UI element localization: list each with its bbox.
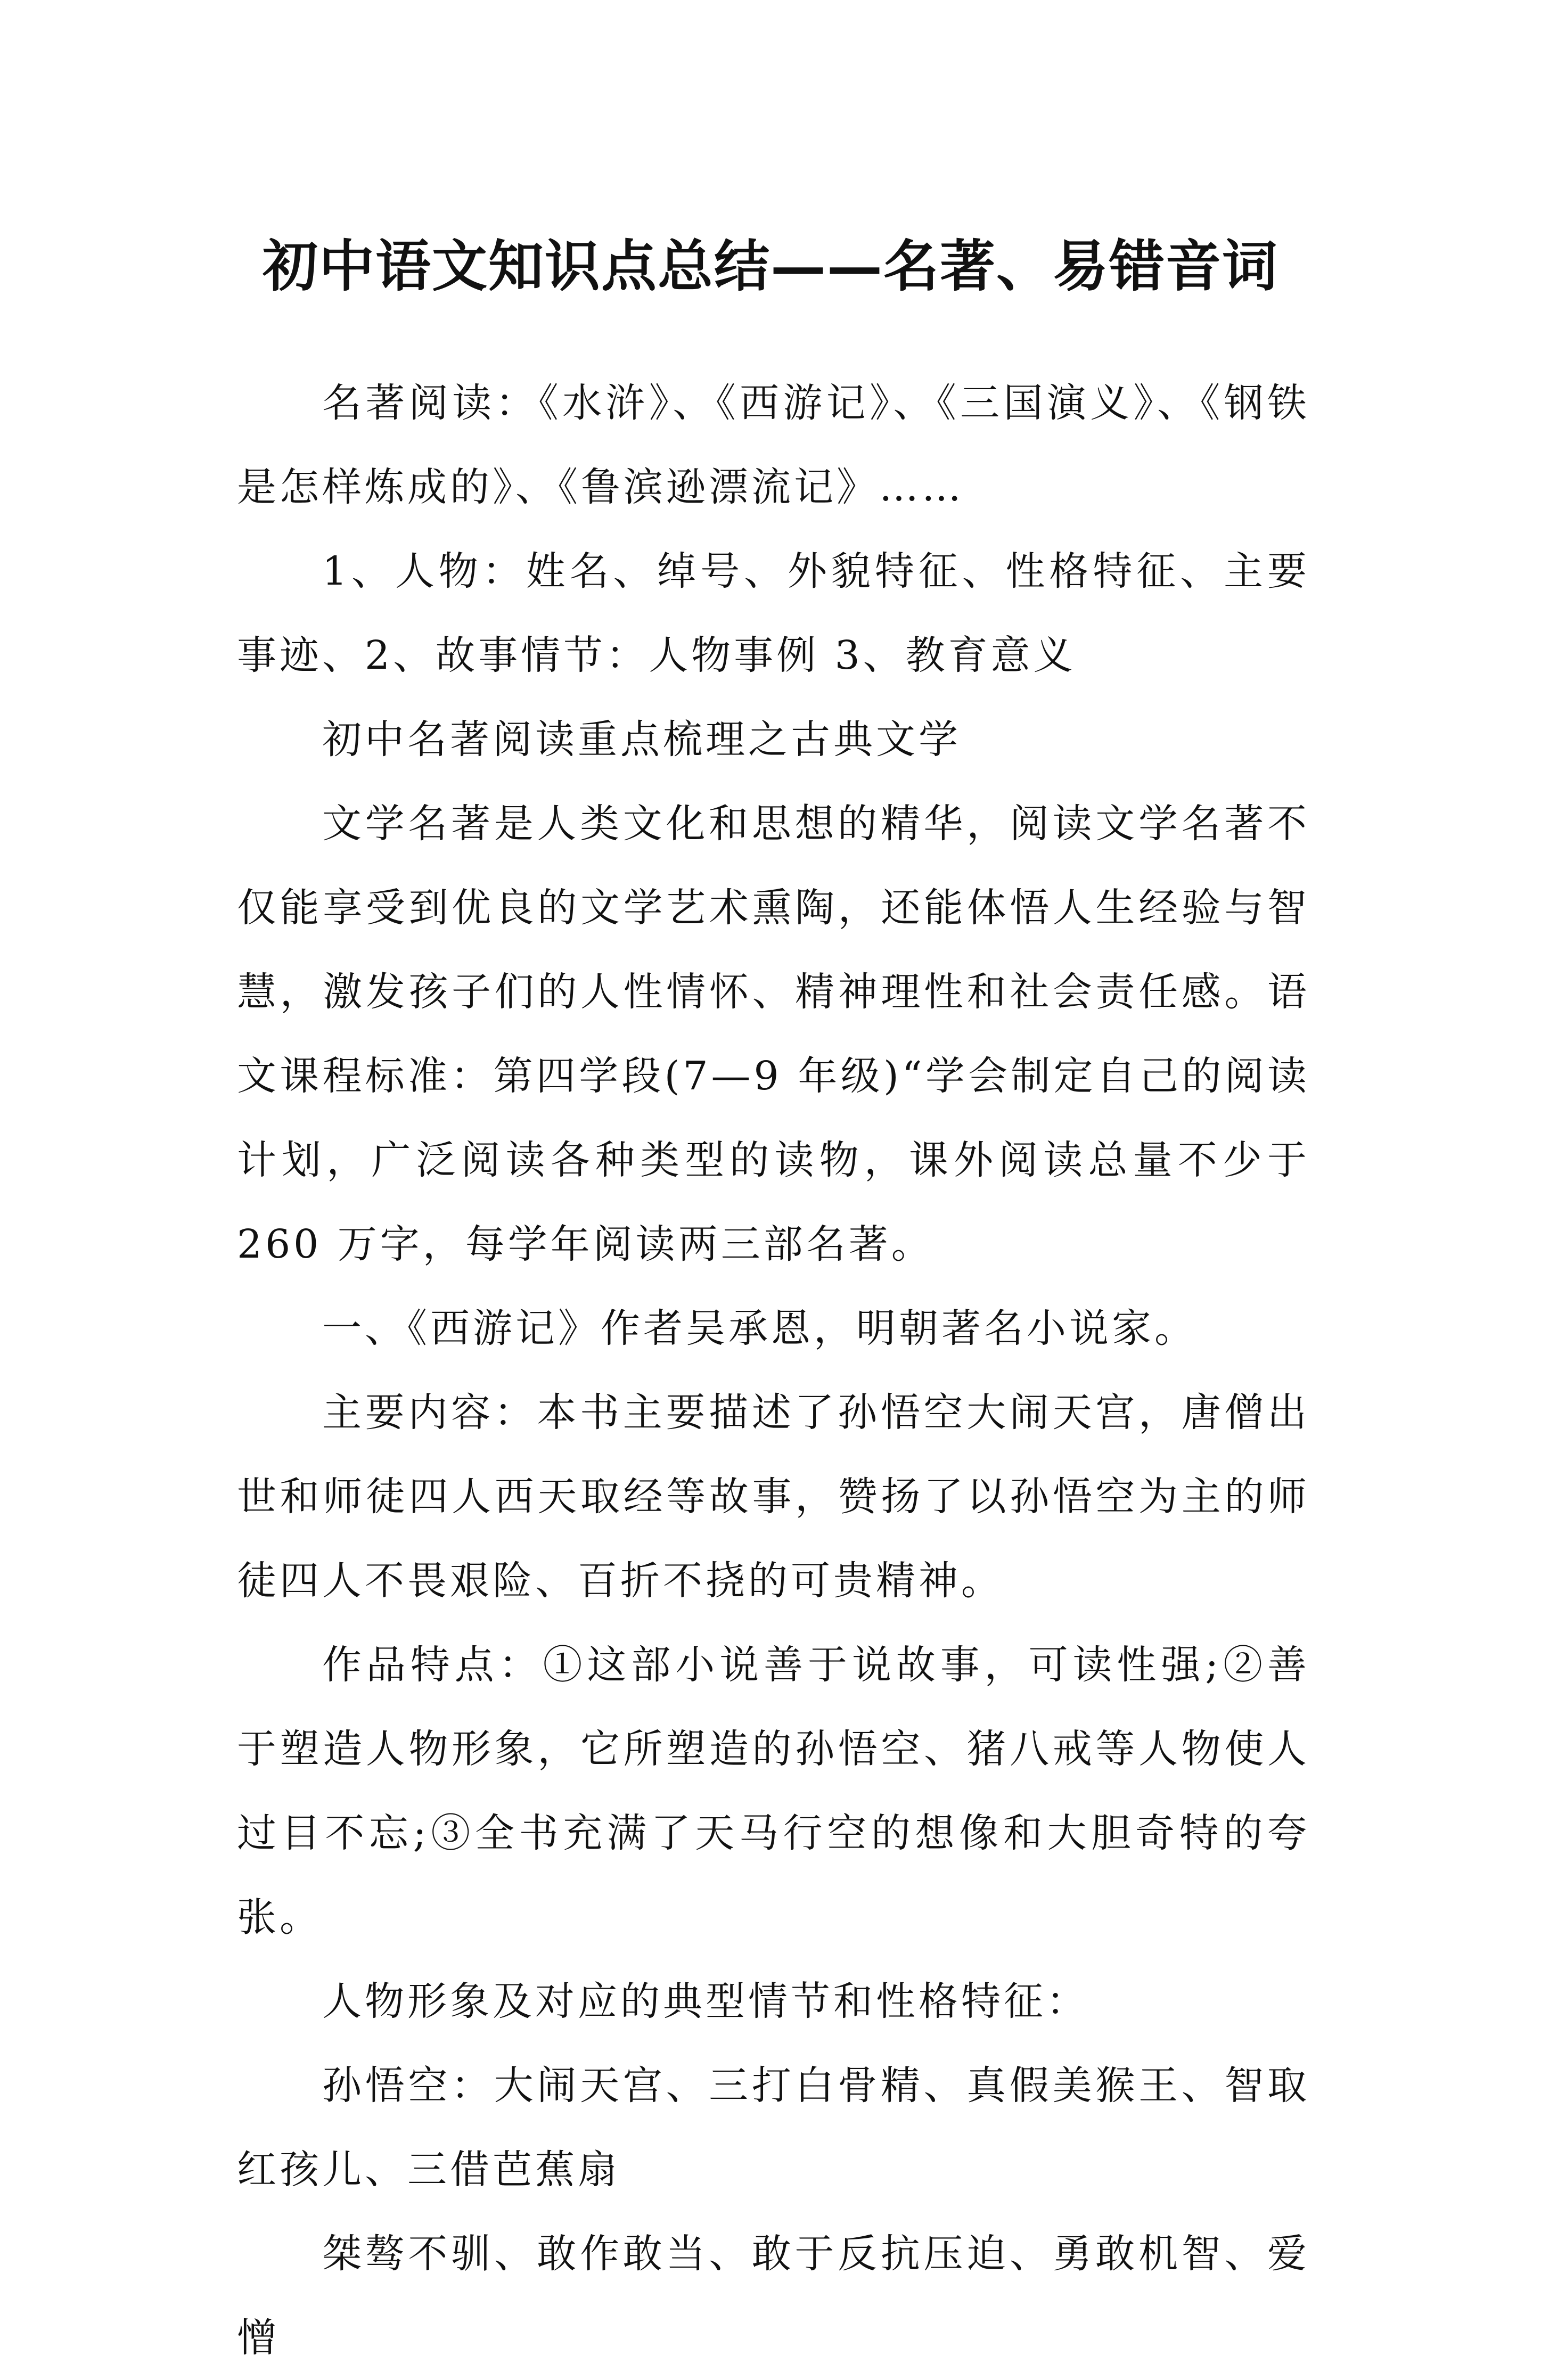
paragraph-characters-heading: 人物形象及对应的典型情节和性格特征： xyxy=(322,1979,1089,2024)
paragraph-work-features: 作品特点：①这部小说善于说故事，可读性强;②善于塑造人物形象，它所塑造的孙悟空、猪八戒等人物使人过目不忘;③全书充满了天马行空的想像和大胆奇特的夸张。 xyxy=(237,1642,1310,1940)
paragraph-reading-list: 名著阅读：《水浒》、《西游记》、《三国演义》、《钢铁是怎样炼成的》、《鲁滨逊漂流记》…… xyxy=(237,380,1310,510)
paragraph-sun-wukong-traits: 桀骜不驯、敢作敢当、敢于反抗压迫、勇敢机智、爱憎 xyxy=(237,2231,1310,2361)
paragraph-introduction: 文学名著是人类文化和思想的精华，阅读文学名著不仅能享受到优良的文学艺术熏陶，还能体悟人生经验与智慧，激发孩子们的人性情怀、精神理性和社会责任感。语文课程标准：第四学段(7—9 年级)“学会制定自己的阅读计划，广泛阅读各种类型的读物，课外阅读总量不少于 260 万字，每学年阅读两三部名著。 xyxy=(237,801,1310,1267)
paragraph-xiyouji-author: 一、《西游记》作者吴承恩，明朝著名小说家。 xyxy=(322,1306,1197,1351)
paragraph-main-content: 主要内容：本书主要描述了孙悟空大闹天宫，唐僧出世和师徒四人西天取经等故事，赞扬了以孙悟空为主的师徒四人不畏艰险、百折不挠的可贵精神。 xyxy=(237,1390,1310,1604)
paragraph-section-heading: 初中名著阅读重点梳理之古典文学 xyxy=(322,717,961,762)
paragraph-sun-wukong-plots: 孙悟空：大闹天宫、三打白骨精、真假美猴王、智取红孩儿、三借芭蕉扇 xyxy=(237,2063,1310,2193)
paragraph-key-points: 1、人物：姓名、绰号、外貌特征、性格特征、主要事迹、2、故事情节：人物事例 3、教育意义 xyxy=(237,548,1310,678)
document-title: 初中语文知识点总结——名著、易错音词 xyxy=(262,233,1278,299)
document-body xyxy=(237,361,1310,2380)
